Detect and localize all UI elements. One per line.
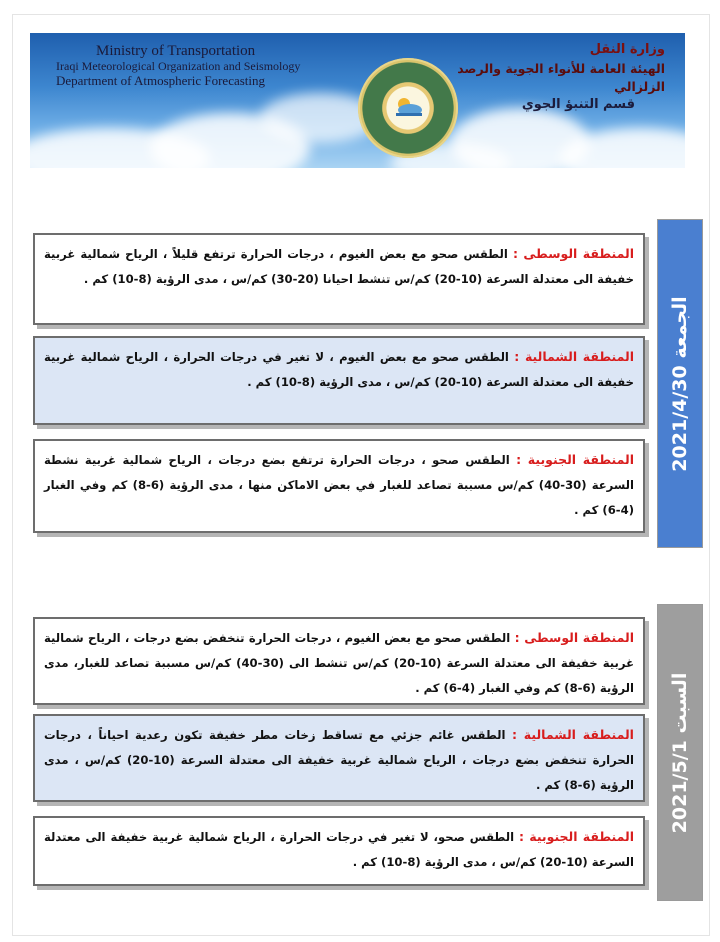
forecast-text: الطقس صحو مع بعض الغيوم ، لا تغير في درجات الحرارة ، الرياح شمالية غربية خفيفة الى معتدلة السرعة (10-20) كم/س ، مدى الرؤية (8-10) كم . bbox=[44, 350, 634, 389]
region-name: المنطقة الجنوبية : bbox=[519, 829, 634, 844]
header-banner bbox=[30, 33, 685, 168]
forecast-north-day2 bbox=[33, 714, 645, 802]
forecast-text: الطقس غائم جزئي مع تساقط زخات مطر خفيفة تكون رعدية احياناً ، درجات الحرارة تنخفض بضع درجات ، الرياح شمالية غربية خفيفة الى معتدلة السرعة (10-20) كم/س ، مدى الرؤية (6-8) كم . bbox=[44, 728, 634, 792]
forecast-text: الطقس صحو مع بعض الغيوم ، درجات الحرارة ترتفع قليلاً ، الرياح شمالية غربية خفيفة الى معتدلة السرعة (10-20) كم/س تنشط احيانا (20-30) كم/س ، مدى الرؤية (8-10) كم . bbox=[44, 247, 634, 286]
day-label: الجمعة 2021/4/30 bbox=[669, 295, 691, 472]
region-name: المنطقة الوسطى : bbox=[512, 246, 634, 261]
day-tab-saturday bbox=[657, 604, 703, 901]
department-name-en: Department of Atmospheric Forecasting bbox=[56, 73, 266, 89]
cloud-sun-icon bbox=[392, 96, 424, 118]
forecast-south-day2 bbox=[33, 816, 645, 886]
day-label: السبت 2021/5/1 bbox=[669, 672, 691, 833]
ministry-name-ar: وزارة النقل bbox=[589, 42, 665, 57]
forecast-central-day2 bbox=[33, 617, 645, 705]
ministry-name-en: Ministry of Transportation bbox=[96, 43, 256, 59]
organization-name-ar: الهيئة العامة للأنواء الجوية والرصد الزلزالي bbox=[457, 60, 665, 94]
forecast-text: الطقس صحو ، درجات الحرارة ترتفع بضع درجات ، الرياح شمالية غربية نشطة السرعة (30-40) كم/س مسببة تصاعد للغبار في بعض الاماكن منها ، مدى الرؤية (6-8) كم وفي الغبار (4-6) كم . bbox=[44, 453, 635, 517]
forecast-north-day1 bbox=[33, 336, 645, 425]
forecast-text: الطقس صحو، لا تغير في درجات الحرارة ، الرياح شمالية غربية خفيفة الى معتدلة السرعة (10-20) كم/س ، مدى الرؤية (8-10) كم . bbox=[44, 830, 634, 869]
english-header bbox=[56, 43, 306, 89]
forecast-south-day1 bbox=[33, 439, 645, 533]
forecast-text: الطقس صحو مع بعض الغيوم ، درجات الحرارة تنخفض بضع درجات ، الرياح شمالية غربية خفيفة الى معتدلة السرعة (10-20) كم/س تنشط الى (30-40) كم/س مسببة تصاعد للغبار، مدى الرؤية (6-8) كم وفي الغبار (4-6) كم . bbox=[44, 631, 635, 695]
region-name: المنطقة الشمالية : bbox=[511, 727, 634, 742]
forecast-central-day1 bbox=[33, 233, 645, 325]
region-name: المنطقة الجنوبية : bbox=[516, 452, 634, 467]
region-name: المنطقة الشمالية : bbox=[514, 349, 634, 364]
department-name-ar: قسم التنبؤ الجوي bbox=[521, 97, 635, 113]
day-tab-friday bbox=[657, 219, 703, 548]
organization-name-en: Iraqi Meteorological Organization and Seismology bbox=[56, 59, 301, 74]
region-name: المنطقة الوسطى : bbox=[514, 630, 634, 645]
arabic-header bbox=[425, 41, 665, 115]
